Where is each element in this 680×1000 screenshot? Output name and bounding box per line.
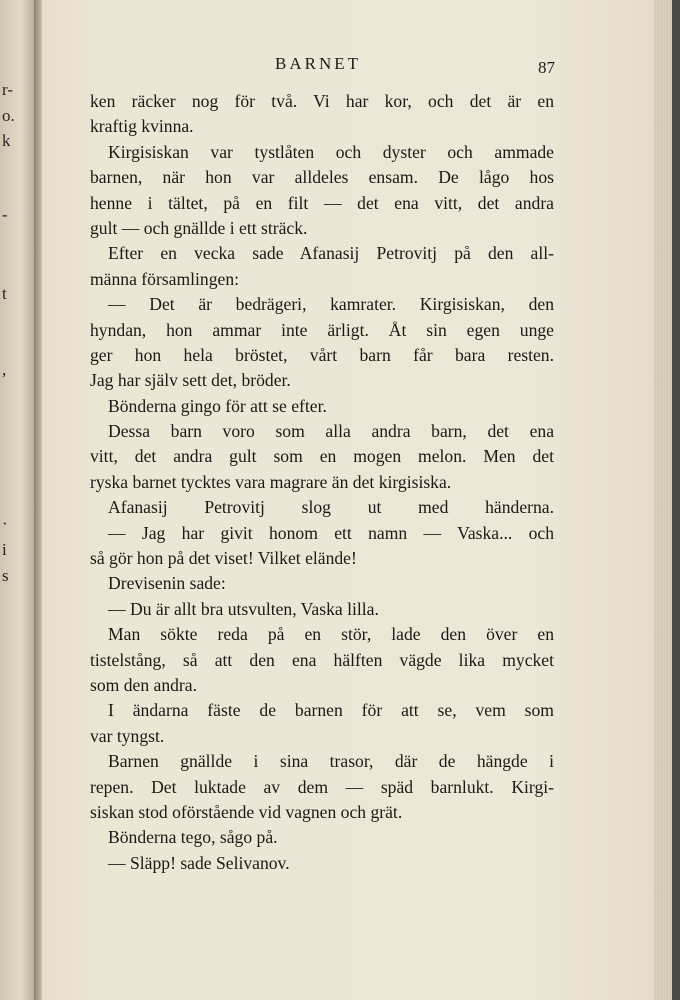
body-text: [90, 89, 554, 876]
text-line: Barnen gnällde i sina trasor, där de hängde i: [108, 751, 554, 772]
left-page-fragment: r-: [2, 80, 13, 99]
text-line: Bönderna gingo för att se efter.: [108, 395, 327, 416]
left-page-fragment: i: [2, 540, 7, 559]
text-line: Efter en vecka sade Afanasij Petrovitj på den all-: [108, 243, 554, 264]
text-line: Dessa barn voro som alla andra barn, det ena: [108, 421, 554, 442]
text-line: männa församlingen:: [90, 268, 240, 289]
left-page-fragment: k: [2, 131, 11, 150]
left-page-fragment: t: [2, 284, 7, 303]
left-page-fragment: ,: [2, 360, 7, 379]
text-line: I ändarna fäste de barnen för att se, vem som: [108, 700, 554, 721]
text-line: gult — och gnällde i ett sträck.: [90, 217, 308, 238]
text-line: Drevisenin sade:: [108, 573, 226, 594]
page-number: 87: [538, 58, 555, 77]
left-page-edge: [0, 0, 34, 1000]
text-line: var tyngst.: [90, 725, 165, 746]
text-line: henne i tältet, på en filt — det ena vitt, det andra: [90, 192, 554, 213]
text-line: ken räcker nog för två. Vi har kor, och det är en: [90, 91, 554, 111]
cover-edge: [672, 0, 680, 1000]
text-line: så gör hon på det viset! Vilket elände!: [90, 548, 357, 569]
text-line: — Jag har givit honom ett namn — Vaska... och: [108, 522, 554, 543]
text-line: kraftig kvinna.: [90, 116, 194, 137]
text-line: barnen, när hon var alldeles ensam. De lågo hos: [90, 167, 554, 188]
left-page-fragment: o.: [2, 106, 15, 125]
text-line: Afanasij Petrovitj slog ut med händerna.: [108, 497, 554, 518]
left-page-fragment: s: [2, 566, 9, 585]
left-page-fragment: ·: [2, 514, 8, 533]
text-line: — Det är bedrägeri, kamrater. Kirgisiskan, den: [108, 294, 554, 315]
running-title: BARNET: [275, 54, 361, 73]
text-line: vitt, det andra gult som en mogen melon. Men det: [90, 446, 554, 467]
text-line: hyndan, hon ammar inte ärligt. Åt sin egen unge: [90, 319, 554, 340]
text-line: Kirgisiskan var tystlåten och dyster och ammade: [108, 141, 554, 162]
text-line: repen. Det luktade av dem — späd barnlukt. Kirgi-: [90, 776, 554, 797]
text-line: siskan stod oförstående vid vagnen och grät.: [90, 801, 403, 822]
book-gutter: [34, 0, 42, 1000]
book-page: [42, 0, 654, 1000]
left-page-fragment: -: [2, 205, 8, 224]
text-line: Bönderna tego, sågo på.: [108, 827, 278, 848]
text-line: — Du är allt bra utsvulten, Vaska lilla.: [108, 598, 379, 619]
text-line: Man sökte reda på en stör, lade den över en: [108, 624, 554, 645]
text-line: Jag har själv sett det, bröder.: [90, 370, 291, 391]
text-line: som den andra.: [90, 674, 197, 695]
text-line: — Släpp! sade Selivanov.: [108, 852, 290, 873]
text-line: ger hon hela bröstet, vårt barn får bara resten.: [90, 344, 554, 365]
text-line: ryska barnet tycktes vara magrare än det kirgisiska.: [90, 471, 452, 492]
page-header: [42, 54, 654, 80]
text-line: tistelstång, så att den ena hälften vägde lika mycket: [90, 649, 554, 670]
